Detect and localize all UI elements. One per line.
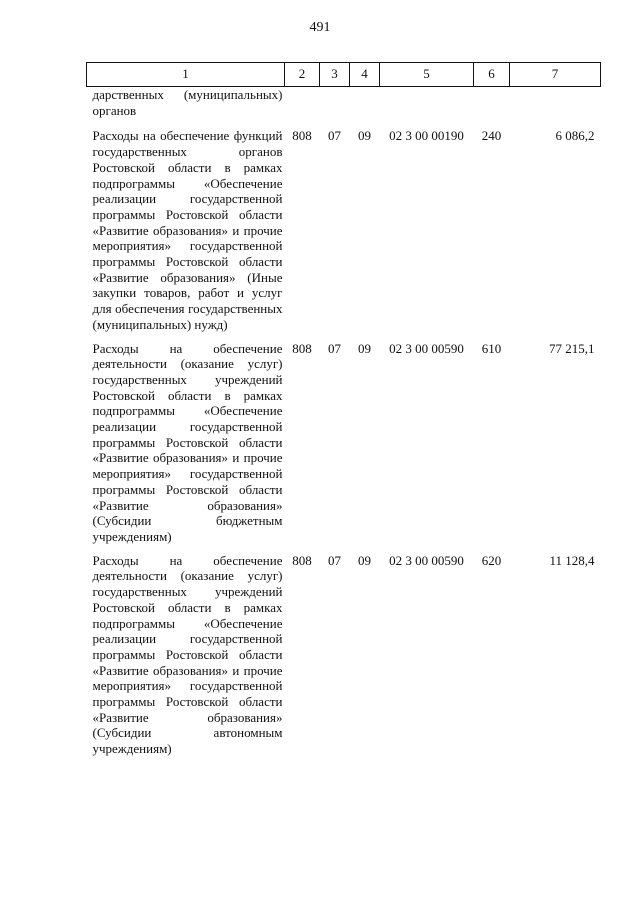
row-ministry-code: 808 <box>292 128 312 144</box>
row-section-code: 07 <box>328 552 341 568</box>
row-section-code <box>320 87 350 129</box>
row-expense-type: 620 <box>481 552 502 568</box>
row-description: Расходы на обеспечение деятельности (оказание услуг) государственных учреждений Ростовской области в рамках подпрограммы «Обеспечение реализации государственной программы Ростовской области «Развитие образования» и прочие мероприятия» государственной программы Ростовской области «Развитие образования» (Субсидии бюджетным учреждениям) <box>92 340 283 544</box>
row-target-article <box>380 87 474 129</box>
row-subsection-code: 09 <box>358 552 371 568</box>
budget-table <box>86 62 601 765</box>
column-header-6: 6 <box>474 63 510 87</box>
row-description: Расходы на обеспечение функций государственных органов Ростовской области в рамках подпрограммы «Обеспечение реализации государственной программы Ростовской области «Развитие образования» и прочие мероприятия» государственной программы Ростовской области «Развитие образования» (Иные закупки товаров, работ и услуг для обеспечения государственных (муниципальных) нужд) <box>92 128 283 332</box>
row-description: Расходы на обеспечение деятельности (оказание услуг) государственных учреждений Ростовской области в рамках подпрограммы «Обеспечение реализации государственной программы Ростовской области «Развитие образования» и прочие мероприятия» государственной программы Ростовской области «Развитие образования» (Субсидии автономным учреждениям) <box>92 552 283 757</box>
row-ministry-code <box>285 87 320 129</box>
row-target-article: 02 3 00 00190 <box>389 128 464 144</box>
column-header-5: 5 <box>380 63 474 87</box>
row-description: дарственных (муниципальных) органов <box>92 87 283 118</box>
row-amount: 6 086,2 <box>555 128 595 144</box>
row-amount: 77 215,1 <box>549 340 595 356</box>
table-row <box>87 87 601 129</box>
column-header-7: 7 <box>510 63 601 87</box>
row-expense-type: 240 <box>481 128 502 144</box>
table-row <box>87 553 601 765</box>
table-header-row <box>87 63 601 87</box>
column-header-4: 4 <box>350 63 380 87</box>
row-section-code: 07 <box>328 340 341 356</box>
row-subsection-code <box>350 87 380 129</box>
row-subsection-code: 09 <box>358 128 371 144</box>
row-expense-type <box>474 87 510 129</box>
row-amount <box>510 87 601 129</box>
table-row <box>87 341 601 553</box>
row-section-code: 07 <box>328 128 341 144</box>
row-subsection-code: 09 <box>358 340 371 356</box>
table-row <box>87 128 601 340</box>
row-ministry-code: 808 <box>292 340 312 356</box>
row-target-article: 02 3 00 00590 <box>389 340 464 356</box>
column-header-2: 2 <box>285 63 320 87</box>
row-target-article: 02 3 00 00590 <box>389 552 464 568</box>
row-amount: 11 128,4 <box>549 552 595 568</box>
row-expense-type: 610 <box>481 340 502 356</box>
page-number: 491 <box>309 20 331 35</box>
column-header-3: 3 <box>320 63 350 87</box>
column-header-1: 1 <box>87 63 285 87</box>
row-ministry-code: 808 <box>292 552 312 568</box>
